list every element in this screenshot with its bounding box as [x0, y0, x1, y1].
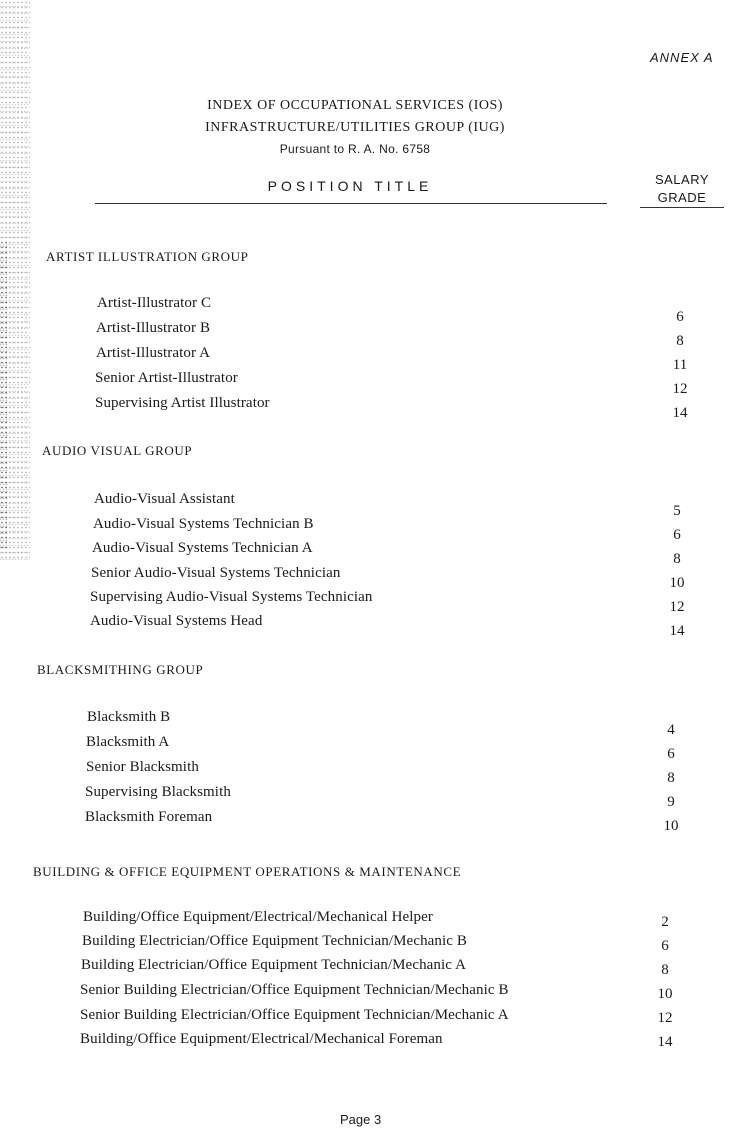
salary-grade: 6 [661, 938, 669, 954]
salary-grade: 8 [667, 770, 675, 786]
position-title: Building Electrician/Office Equipment Technician/Mechanic A [81, 957, 467, 973]
position-title: Audio-Visual Systems Head [90, 613, 263, 629]
salary-grade-header-rule [640, 207, 724, 208]
salary-grade: 12 [672, 381, 688, 397]
salary-grade: 6 [673, 527, 681, 543]
salary-grade-header-line-2: GRADE [657, 190, 707, 205]
position-title: Building/Office Equipment/Electrical/Mechanical Foreman [80, 1031, 443, 1047]
position-title: Artist-Illustrator B [96, 320, 211, 336]
group-heading-audio-visual: AUDIO VISUAL GROUP [42, 443, 193, 458]
position-title-header-rule [95, 203, 607, 204]
salary-grade: 6 [667, 746, 675, 762]
position-title: Blacksmith B [87, 709, 171, 725]
position-title: Supervising Blacksmith [85, 784, 231, 800]
salary-grade-column-header [640, 171, 724, 207]
position-title: Senior Audio-Visual Systems Technician [91, 565, 341, 581]
group-heading-building-office-equipment: BUILDING & OFFICE EQUIPMENT OPERATIONS & MAINTENANCE [33, 864, 462, 879]
position-title: Building/Office Equipment/Electrical/Mechanical Helper [83, 909, 433, 925]
position-title: Senior Artist-Illustrator [95, 370, 238, 386]
position-title: Senior Building Electrician/Office Equipment Technician/Mechanic A [80, 1007, 509, 1023]
position-title: Blacksmith Foreman [85, 809, 213, 825]
salary-grade: 11 [672, 357, 688, 373]
position-title: Senior Building Electrician/Office Equipment Technician/Mechanic B [80, 982, 509, 998]
salary-grade: 8 [661, 962, 669, 978]
annex-label: ANNEX A [650, 50, 714, 65]
salary-grade: 14 [669, 623, 685, 639]
salary-grade: 10 [669, 575, 685, 591]
position-title: Senior Blacksmith [86, 759, 199, 775]
page-number: Page 3 [340, 1112, 382, 1127]
position-title: Audio-Visual Systems Technician B [93, 516, 314, 532]
salary-grade: 6 [676, 309, 684, 325]
scan-edge-shadow [0, 240, 8, 550]
salary-grade: 9 [667, 794, 675, 810]
position-title: Artist-Illustrator C [97, 295, 212, 311]
position-title: Supervising Artist Illustrator [95, 395, 270, 411]
salary-grade: 12 [657, 1010, 673, 1026]
salary-grade: 14 [672, 405, 688, 421]
salary-grade: 10 [657, 986, 673, 1002]
legal-basis: Pursuant to R. A. No. 6758 [279, 142, 431, 156]
position-title: Artist-Illustrator A [96, 345, 211, 361]
document-subtitle: INFRASTRUCTURE/UTILITIES GROUP (IUG) [205, 120, 505, 135]
salary-grade: 12 [669, 599, 685, 615]
salary-grade: 2 [661, 914, 669, 930]
position-title: Supervising Audio-Visual Systems Technician [90, 589, 373, 605]
group-heading-blacksmithing: BLACKSMITHING GROUP [37, 662, 204, 677]
salary-grade: 8 [676, 333, 684, 349]
salary-grade: 14 [657, 1034, 673, 1050]
position-title: Audio-Visual Systems Technician A [92, 540, 313, 556]
salary-grade-header-line-1: SALARY [654, 172, 710, 187]
position-title: Audio-Visual Assistant [94, 491, 235, 507]
document-title: INDEX OF OCCUPATIONAL SERVICES (IOS) [207, 98, 503, 113]
salary-grade: 8 [673, 551, 681, 567]
salary-grade: 5 [673, 503, 681, 519]
salary-grade: 4 [667, 722, 675, 738]
group-heading-artist-illustration: ARTIST ILLUSTRATION GROUP [46, 249, 249, 264]
position-title: Blacksmith A [86, 734, 170, 750]
position-title: Building Electrician/Office Equipment Technician/Mechanic B [82, 933, 468, 949]
salary-grade: 10 [663, 818, 679, 834]
position-title-column-header: POSITION TITLE [267, 178, 433, 194]
